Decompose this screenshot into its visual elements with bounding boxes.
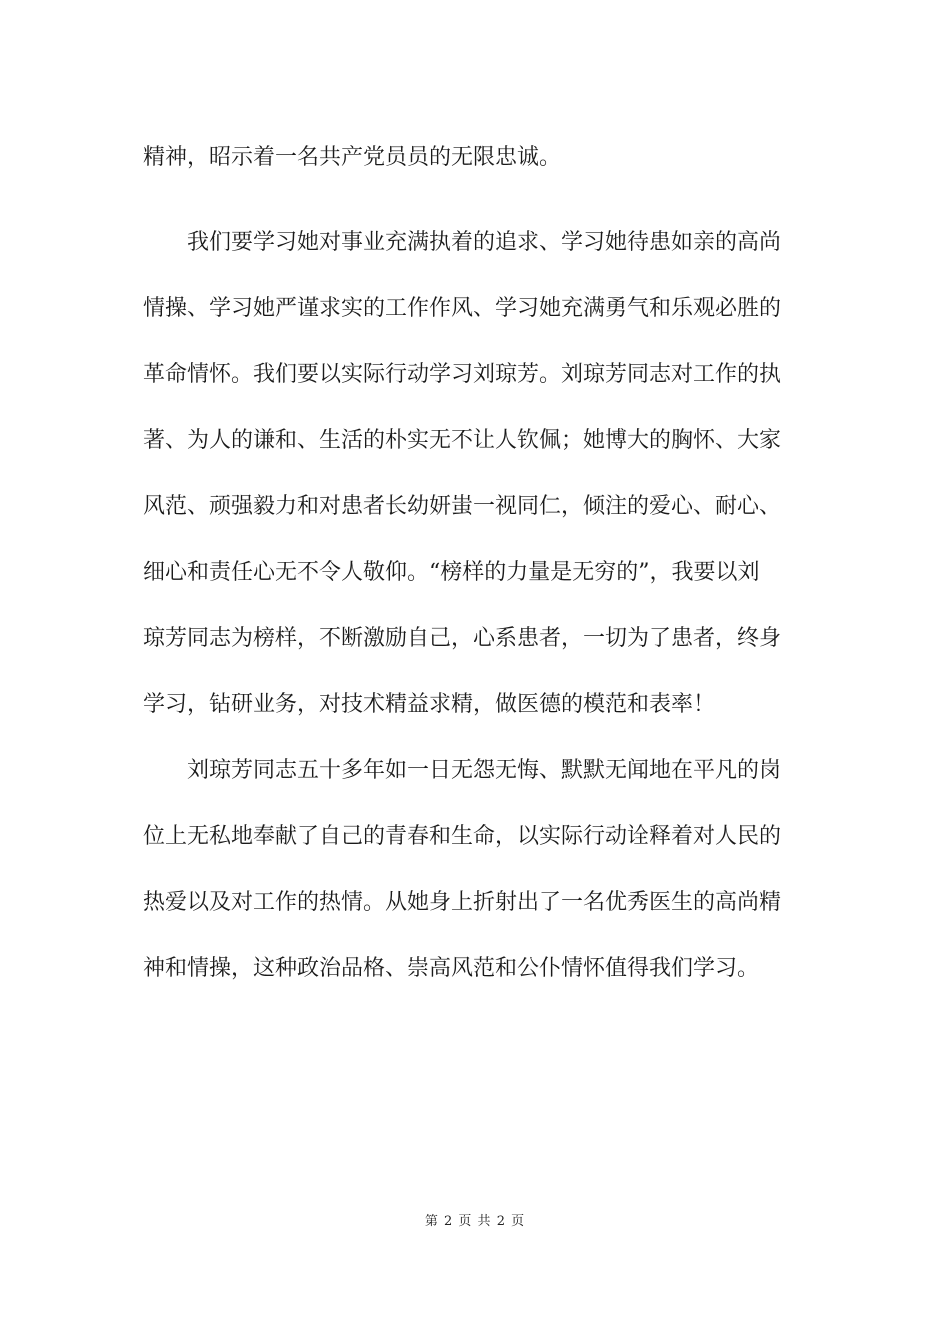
text-line: 细心和责任心无不令人敬仰。“榜样的力量是无穷的”，我要以刘 [143, 560, 760, 585]
page-number-label: 第 2 页 共 2 页 [424, 1214, 526, 1229]
text-line: 刘琼芳同志五十多年如一日无怨无悔、默默无闻地在平凡的岗 [187, 758, 782, 783]
page-footer [0, 1210, 950, 1229]
text-line: 热爱以及对工作的热情。从她身上折射出了一名优秀医生的高尚精 [143, 890, 782, 915]
text-line: 风范、顽强毅力和对患者长幼妍蚩一视同仁，倾注的爱心、耐心、 [143, 494, 782, 519]
text-line: 情操、学习她严谨求实的工作作风、学习她充满勇气和乐观必胜的 [143, 296, 782, 321]
paragraph-3 [143, 738, 815, 1002]
text-line: 革命情怀。我们要以实际行动学习刘琼芳。刘琼芳同志对工作的执 [143, 362, 782, 387]
text-line: 著、为人的谦和、生活的朴实无不让人钦佩；她博大的胸怀、大家 [143, 428, 782, 453]
text-line: 位上无私地奉献了自己的青春和生命，以实际行动诠释着对人民的 [143, 824, 782, 849]
paragraph-2 [143, 210, 815, 738]
text-line: 神和情操，这种政治品格、崇高风范和公仆情怀值得我们学习。 [143, 956, 760, 981]
text-line: 琼芳同志为榜样，不断激励自己，心系患者，一切为了患者，终身 [143, 626, 782, 651]
body-text [143, 125, 815, 1002]
text-line: 精神，昭示着一名共产党员员的无限忠诚。 [143, 145, 562, 170]
text-line: 学习，钻研业务，对技术精益求精，做医德的模范和表率！ [143, 692, 716, 717]
paragraph-1 [143, 125, 815, 191]
text-line: 我们要学习她对事业充满执着的追求、学习她待患如亲的高尚 [187, 230, 782, 255]
